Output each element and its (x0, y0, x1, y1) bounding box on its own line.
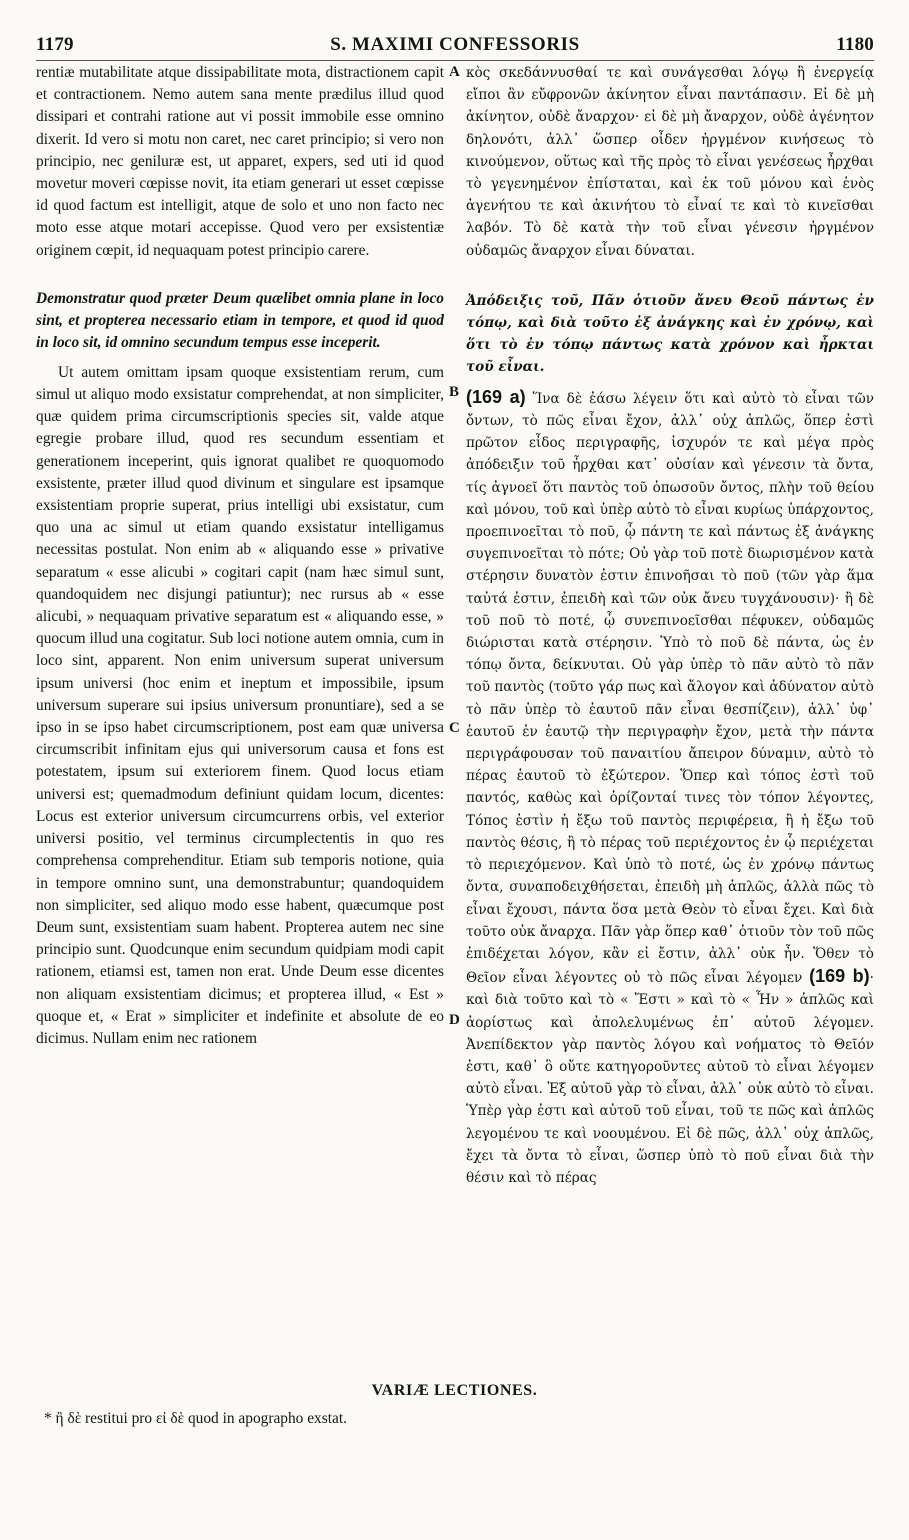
greek-paragraph-1: κὸς σκεδάννυσθαί τε καὶ συνάγεσθαι λόγῳ ἢ ἐνεργείᾳ εἴποι ἂν εὔφρονῶν ἀκίνητον εἶναι παντάπασιν. Εἰ δὲ μὴ ἀκίνητον, οὐδὲ ἄναρχον· εἰ δὲ μὴ ἄναρχον, οὐδὲ ἀγένητον δηλονότι, ἀλλ᾽ ὥσπερ οἶδεν ἠργμένον κινήσεως τὸ κινούμενον, οὕτως καὶ τῆς πρὸς τὸ εἶναι γενέσεως ἦρχθαι τὸ γεγενημένον ἐπίσταται, καὶ ἐκ τοῦ μόνου καὶ ἑνὸς ἀγενήτου τε καὶ ἀκινήτου τὸ εἶναί τε καὶ τὸ κινεῖσθαι λαβόν. Τὸ δὲ κατὰ τὴν τοῦ εἶναι γένεσιν ἠργμένον οὐδαμῶς ἄναρχον εἶναι δύναται. (466, 65, 874, 259)
page-number-right: 1180 (836, 34, 874, 55)
running-header (36, 34, 874, 60)
running-title: S. MAXIMI CONFESSORIS (330, 34, 580, 55)
greek-column (466, 62, 874, 1189)
header-rule (36, 60, 874, 61)
greek-section-heading: Ἀπόδειξις τοῦ, Πᾶν ὁτιοῦν ἄνευ Θεοῦ πάντως ἐν τόπῳ, καὶ διὰ τοῦτο ἐξ ἀνάγκης καὶ ἐν χρόνῳ, καὶ ὅτι τὸ ἐν τόπῳ πάντως κατὰ χρόνον καὶ ἦρκται τοῦ εἶναι. (466, 292, 874, 375)
folio-marker-169a: (169 a) (466, 386, 526, 407)
variae-lectiones-title: VARIÆ LECTIONES. (371, 1382, 538, 1399)
margin-marker-c: C (449, 720, 460, 736)
margin-marker-a: A (449, 64, 460, 80)
variant-note: * ἢ δὲ restitui pro εἰ δὲ quod in apographo exstat. (44, 1410, 347, 1427)
greek-paragraph-3-text: · καὶ διὰ τοῦτο καὶ τὸ « Ἔστι » καὶ τὸ « Ἦν » ἁπλῶς καὶ ἀορίστως καὶ ἀπολελυμένως ἐπ᾽ αὐτοῦ λέγομεν. Ἀνεπίδεκτον γὰρ παντὸς λόγου καὶ νοήματος τὸ Θεῖόν ἐστι, καθ᾽ ὃ οὔτε κατηγοροῦντες αὐτοῦ τὸ εἶναι λέγομεν αὐτὸ εἶναι. Ἐξ αὐτοῦ γὰρ τὸ εἶναι, ἀλλ᾽ οὐκ αὐτὸ τὸ εἶναι. Ὑπὲρ γὰρ ἐστι καὶ αὐτοῦ τοῦ εἶναι, τοῦ τε πῶς καὶ ἁπλῶς λεγομένου τε καὶ νοουμένου. Εἰ δὲ πῶς, ἀλλ᾽ οὐχ ἁπλῶς, ἔχει τὰ ὄντα τὸ εἶναι, ὥσπερ ὑπὸ τὸ ποῦ εἶναι διὰ τὴν θέσιν καὶ τὸ πέρας (466, 970, 874, 1186)
margin-marker-b: B (449, 384, 460, 400)
page-number-left: 1179 (36, 34, 74, 55)
folio-marker-169b: (169 b) (809, 966, 870, 987)
greek-paragraph-2 (466, 386, 874, 1189)
latin-paragraph-2: Ut autem omittam ipsam quoque exsistentiam rerum, cum simul ut aliquo modo exsistatur comprehendat, at non simpliciter, quæ quidem prima circumscriptionis species sit, valde atque egregie probare illud, quod res secundum essentiam et generationem inceperint, quis ignorat qualibet re quoquomodo exsistente, præter illud quod divinum et singulare est ipsamque exsistentiam proprie superat, prius intelligi ubi exsistatur, cum quo una ac simul ut etiam quando exsistatur intelligamus necessitas postulat. Non enim ab « aliquando esse » privative separatum « esse alicubi » cogitari capit (nam hæc simul sunt, quandoquidem nec disjungi patiuntur); nec rursus ab « esse alicubi, » nequaquam privative separatum est « aliquando esse, » quocum illud una cogitatur. Sub loci notione autem omnia, cum in loco sint, apparent. Non enim universum superat universum ipsum universi (hoc enim et ineptum et impossibile, ipsum universum superare sui ipsius universum pronuntiare), sed a se ipso in se ipso habet circumscriptionem, post eam quæ universa circumscribit infinitam ejus qui universorum causa et fons est potestatem, ipsum sui exteriorem finem. Quod locus etiam universi est; quemadmodum definiunt quidam locum, dicentes: Locus est exterior universum circumcurrens orbis, vel exterior universi positio, vel terminus circumplectentis in quo res comprehensa comprehenditur. Etiam sub temporis notione, quia in tempore omnino sunt, una demonstrabuntur; quandoquidem non simpliciter, sed aliquo modo esse habent, quæcumque post Deum sunt, exsistentiam suam habent. Propterea autem nec sine principio sunt. Quodcunque enim secundum quidpiam modi capit rationem, etiamsi est, tamen non erat. Unde Deum esse dicentes non aliquam exsistentiam dicimus; et propterea illud, « Est » quoque et, « Erat » simpliciter et indefinite et absolute de eo dicimus. Nullam enim nec rationem (36, 363, 444, 1047)
latin-paragraph-1: rentiæ mutabilitate atque dissipabilitate mota, distractionem capit et contractionem. Nemo autem sana mente prædilus illud quod dissipari et contrahi ratione aut vi possit immobile esse omnino dixerit. Id vero si motu non caret, nec caret principio; si vero non principio, nec geniluræ est, ut apparet, expers, sed uti id quod movetur moveri cœpisse novit, ita etiam generari ut esset cœpisse id quod factum est intelligit, atque de solo et uno non facto nec moto esse atque motari accepisse. Quod vero per exsistentiæ originem cœpit, id nequaquam potest principio carere. (36, 64, 444, 259)
margin-marker-d: D (449, 1012, 460, 1028)
greek-paragraph-2-text: Ἵνα δὲ ἐάσω λέγειν ὅτι καὶ αὐτὸ τὸ εἶναι τῶν ὄντων, τὸ πῶς εἶναι ἔχον, ἀλλ᾽ οὐχ ἁπλῶς, ὅπερ ἐστὶ πρῶτον εἶδος περιγραφῆς, ἰσχυρόν τε καὶ μέγα πρὸς ἀπόδειξιν τοῦ ἦρχθαι κατ᾽ οὐσίαν καὶ γένεσιν τὰ ὄντα, τίς ἀγνοεῖ ὅτι παντὸς τοῦ ὁπωσοῦν ὄντος, πλὴν τοῦ θείου καὶ μόνου, τοῦ καὶ ὑπὲρ αὐτὸ τὸ εἶναι κυρίως ὑπάρχοντος, προεπινοεῖται τὸ ποῦ, ᾧ πάντη τε καὶ πάντως ἐξ ἀνάγκης συγεπινοεῖται τὸ πότε; Οὐ γὰρ τοῦ ποτὲ διωρισμένον κατὰ στέρησιν δυνατὸν ἐστιν ἐπινοῆσαι τὸ ποῦ (τῶν γὰρ ἅμα ταὐτά ἐστιν, ἐπειδὴ καὶ τῶν οὐκ ἄνευ τυγχάνουσιν)· ἢ δὲ τοῦ ποῦ τὸ ποτέ, ᾧ συνεπινοεῖσθαι πέφυκεν, οὐδαμῶς διώρισται κατὰ στέρησιν. Ὑπὸ τὸ ποῦ δὲ πάντα, ὡς ἐν τόπῳ ὄντα, δείκνυται. Οὐ γὰρ ὑπὲρ τὸ πᾶν αὐτὸ τὸ πᾶν τοῦ παντὸς (τοῦτο γάρ πως καὶ ἄλογον καὶ ἀδύνατον αὐτὸ τὸ πᾶν ὑπὲρ τὸ ἑαυτοῦ πᾶν εἶναι θεσπίζειν), ἀλλ᾽ ὑφ᾽ ἑαυτοῦ ἐν ἑαυτῷ τὴν περιγραφὴν ἔχον, μετὰ τὴν πάντα περιγράφουσαν τοῦ παναιτίου ἄπειρον δύναμιν, αὐτὸ τὸ πέρας ἑαυτοῦ τὸ ἐξώτερον. Ὅπερ καὶ τόπος ἐστὶ τοῦ παντός, καθὼς καὶ ὁρίζονταί τινες τὸν τόπον λέγοντες, Τόπος ἐστὶν ἡ ἔξω τοῦ παντὸς περιφέρεια, ἢ ἡ ἔξω τοῦ παντὸς θέσις, ἢ τὸ πέρας τοῦ περιέχοντος ἐν ᾧ περιέχεται τὸ περιεχόμενον. Καὶ ὑπὸ τὸ ποτέ, ὡς ἐν χρόνῳ πάντως ὄντα, συναποδειχθήσεται, ἐπειδὴ μὴ ἁπλῶς, ἀλλὰ πῶς τὸ εἶναι ἔχουσι, πάντα ὅσα μετὰ Θεὸν τὸ εἶναι ἔχει. Καὶ διὰ τοῦτο οὐκ ἄναρχα. Πᾶν γὰρ ὅπερ καθ᾽ ὁτιοῦν τὸν τοῦ πῶς ἐπιδέχεται λόγον, κἂν εἰ ἔστιν, ἀλλ᾽ οὐκ ἦν. Ὅθεν τὸ Θεῖον εἶναι λέγοντες οὐ τὸ πῶς εἶναι λέγομεν (466, 390, 874, 987)
latin-section-heading: Demonstratur quod præter Deum quælibet omnia plane in loco sint, et propterea necessario etiam in tempore, et quod id quod in loco sit, id omnino secundum tempus esse inceperit. (36, 289, 444, 351)
latin-column (36, 62, 444, 1050)
